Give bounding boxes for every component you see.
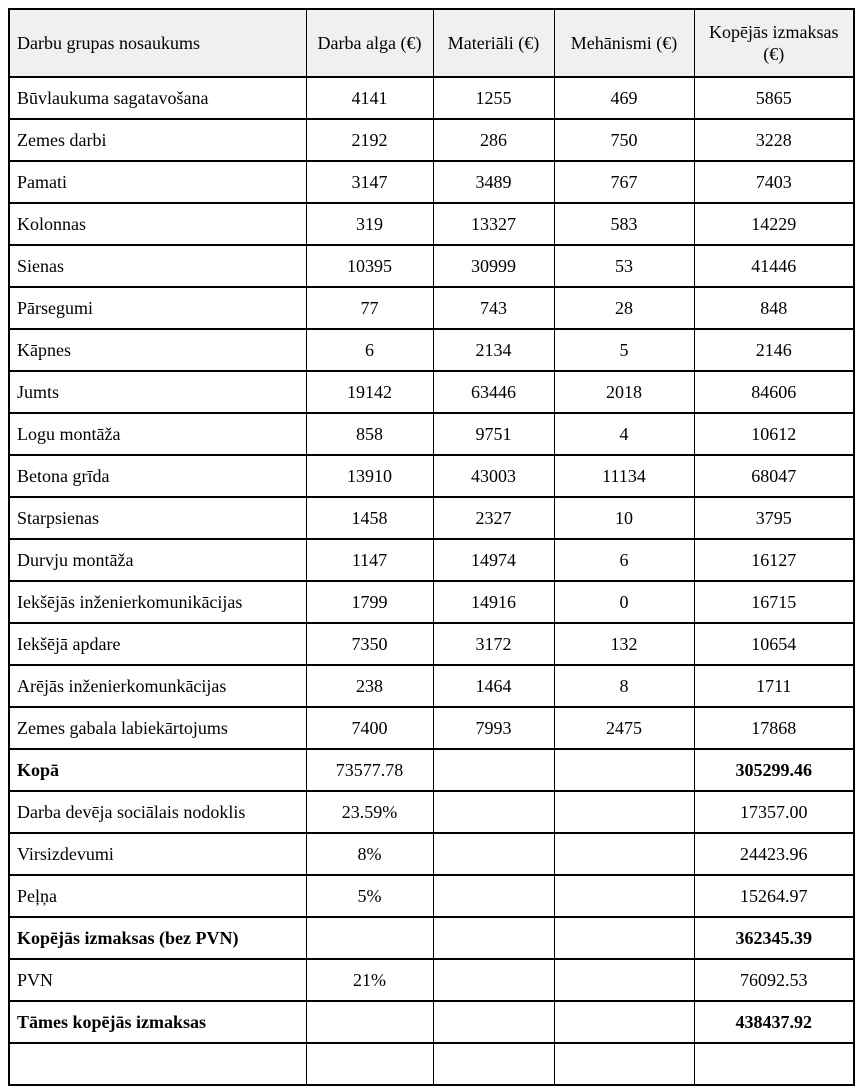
row-label: Kāpnes [9, 329, 306, 371]
table-row [9, 875, 854, 917]
total-costs-cell: 362345.39 [694, 917, 854, 959]
mechanisms-cell: 767 [554, 161, 694, 203]
total-costs-cell: 16715 [694, 581, 854, 623]
total-costs-cell: 848 [694, 287, 854, 329]
row-label: Darba devēja sociālais nodoklis [9, 791, 306, 833]
column-header-total-costs: Kopējās izmaksas (€) [694, 9, 854, 77]
labor-wage-cell [306, 1043, 433, 1085]
mechanisms-cell: 2018 [554, 371, 694, 413]
total-costs-cell: 10612 [694, 413, 854, 455]
row-label: Tāmes kopējās izmaksas [9, 1001, 306, 1043]
labor-wage-cell: 6 [306, 329, 433, 371]
row-label: Iekšējā apdare [9, 623, 306, 665]
table-row [9, 749, 854, 791]
materials-cell: 1464 [433, 665, 554, 707]
mechanisms-cell: 6 [554, 539, 694, 581]
labor-wage-cell: 1147 [306, 539, 433, 581]
total-costs-cell: 7403 [694, 161, 854, 203]
column-header-work-group: Darbu grupas nosaukums [9, 9, 306, 77]
table-row [9, 161, 854, 203]
materials-cell: 14974 [433, 539, 554, 581]
materials-cell [433, 749, 554, 791]
materials-cell: 63446 [433, 371, 554, 413]
row-label: Betona grīda [9, 455, 306, 497]
labor-wage-cell: 4141 [306, 77, 433, 119]
table-row [9, 623, 854, 665]
mechanisms-cell [554, 749, 694, 791]
table-row [9, 77, 854, 119]
column-header-mechanisms: Mehānismi (€) [554, 9, 694, 77]
labor-wage-cell: 2192 [306, 119, 433, 161]
labor-wage-cell: 858 [306, 413, 433, 455]
total-costs-cell: 3228 [694, 119, 854, 161]
row-label: Logu montāža [9, 413, 306, 455]
materials-cell: 7993 [433, 707, 554, 749]
labor-wage-cell: 7400 [306, 707, 433, 749]
table-row [9, 1001, 854, 1043]
table-row [9, 287, 854, 329]
table-row [9, 455, 854, 497]
mechanisms-cell [554, 875, 694, 917]
labor-wage-cell [306, 1001, 433, 1043]
materials-cell [433, 1043, 554, 1085]
mechanisms-cell: 0 [554, 581, 694, 623]
cost-estimate-table [8, 8, 855, 1086]
row-label: Durvju montāža [9, 539, 306, 581]
mechanisms-cell [554, 791, 694, 833]
column-header-labor-wage: Darba alga (€) [306, 9, 433, 77]
materials-cell: 1255 [433, 77, 554, 119]
mechanisms-cell: 750 [554, 119, 694, 161]
row-label: Sienas [9, 245, 306, 287]
labor-wage-cell: 7350 [306, 623, 433, 665]
labor-wage-cell: 77 [306, 287, 433, 329]
table-row [9, 833, 854, 875]
total-costs-cell: 84606 [694, 371, 854, 413]
total-costs-cell: 1711 [694, 665, 854, 707]
total-costs-cell: 5865 [694, 77, 854, 119]
materials-cell: 13327 [433, 203, 554, 245]
row-label: Jumts [9, 371, 306, 413]
mechanisms-cell: 583 [554, 203, 694, 245]
table-row [9, 917, 854, 959]
mechanisms-cell: 28 [554, 287, 694, 329]
table-row [9, 119, 854, 161]
table-row [9, 245, 854, 287]
total-costs-cell: 41446 [694, 245, 854, 287]
labor-wage-cell: 5% [306, 875, 433, 917]
mechanisms-cell: 132 [554, 623, 694, 665]
row-label: Zemes darbi [9, 119, 306, 161]
total-costs-cell: 2146 [694, 329, 854, 371]
mechanisms-cell [554, 917, 694, 959]
labor-wage-cell: 3147 [306, 161, 433, 203]
total-costs-cell [694, 1043, 854, 1085]
materials-cell [433, 1001, 554, 1043]
labor-wage-cell: 319 [306, 203, 433, 245]
row-label: Arējās inženierkomunkācijas [9, 665, 306, 707]
labor-wage-cell: 238 [306, 665, 433, 707]
mechanisms-cell: 5 [554, 329, 694, 371]
mechanisms-cell: 2475 [554, 707, 694, 749]
labor-wage-cell [306, 917, 433, 959]
row-label: Zemes gabala labiekārtojums [9, 707, 306, 749]
labor-wage-cell: 23.59% [306, 791, 433, 833]
table-row [9, 959, 854, 1001]
row-label: PVN [9, 959, 306, 1001]
materials-cell [433, 959, 554, 1001]
row-label: Būvlaukuma sagatavošana [9, 77, 306, 119]
row-label: Iekšējās inženierkomunikācijas [9, 581, 306, 623]
row-label: Peļņa [9, 875, 306, 917]
mechanisms-cell [554, 833, 694, 875]
mechanisms-cell: 10 [554, 497, 694, 539]
materials-cell: 3172 [433, 623, 554, 665]
labor-wage-cell: 73577.78 [306, 749, 433, 791]
total-costs-cell: 16127 [694, 539, 854, 581]
materials-cell [433, 917, 554, 959]
mechanisms-cell: 4 [554, 413, 694, 455]
total-costs-cell: 305299.46 [694, 749, 854, 791]
total-costs-cell: 68047 [694, 455, 854, 497]
mechanisms-cell [554, 1043, 694, 1085]
table-row [9, 413, 854, 455]
labor-wage-cell: 1458 [306, 497, 433, 539]
table-row [9, 707, 854, 749]
table-row [9, 539, 854, 581]
row-label: Pārsegumi [9, 287, 306, 329]
total-costs-cell: 3795 [694, 497, 854, 539]
table-row [9, 791, 854, 833]
row-label: Pamati [9, 161, 306, 203]
labor-wage-cell: 19142 [306, 371, 433, 413]
row-label: Kolonnas [9, 203, 306, 245]
labor-wage-cell: 13910 [306, 455, 433, 497]
total-costs-cell: 14229 [694, 203, 854, 245]
table-row [9, 581, 854, 623]
materials-cell: 2327 [433, 497, 554, 539]
materials-cell: 9751 [433, 413, 554, 455]
table-row [9, 665, 854, 707]
mechanisms-cell: 53 [554, 245, 694, 287]
mechanisms-cell: 8 [554, 665, 694, 707]
labor-wage-cell: 10395 [306, 245, 433, 287]
column-header-materials: Materiāli (€) [433, 9, 554, 77]
row-label: Kopējās izmaksas (bez PVN) [9, 917, 306, 959]
materials-cell: 43003 [433, 455, 554, 497]
labor-wage-cell: 8% [306, 833, 433, 875]
total-costs-cell: 17357.00 [694, 791, 854, 833]
table-row [9, 1043, 854, 1085]
materials-cell [433, 833, 554, 875]
row-label [9, 1043, 306, 1085]
table-row [9, 497, 854, 539]
header-row [9, 9, 854, 77]
materials-cell [433, 875, 554, 917]
materials-cell: 3489 [433, 161, 554, 203]
labor-wage-cell: 21% [306, 959, 433, 1001]
total-costs-cell: 76092.53 [694, 959, 854, 1001]
total-costs-cell: 15264.97 [694, 875, 854, 917]
total-costs-cell: 438437.92 [694, 1001, 854, 1043]
total-costs-cell: 24423.96 [694, 833, 854, 875]
mechanisms-cell: 469 [554, 77, 694, 119]
table-row [9, 371, 854, 413]
row-label: Virsizdevumi [9, 833, 306, 875]
row-label: Kopā [9, 749, 306, 791]
table-row [9, 329, 854, 371]
table-row [9, 203, 854, 245]
row-label: Starpsienas [9, 497, 306, 539]
materials-cell: 14916 [433, 581, 554, 623]
mechanisms-cell [554, 959, 694, 1001]
materials-cell [433, 791, 554, 833]
total-costs-cell: 17868 [694, 707, 854, 749]
materials-cell: 286 [433, 119, 554, 161]
materials-cell: 2134 [433, 329, 554, 371]
labor-wage-cell: 1799 [306, 581, 433, 623]
materials-cell: 30999 [433, 245, 554, 287]
mechanisms-cell: 11134 [554, 455, 694, 497]
total-costs-cell: 10654 [694, 623, 854, 665]
mechanisms-cell [554, 1001, 694, 1043]
materials-cell: 743 [433, 287, 554, 329]
